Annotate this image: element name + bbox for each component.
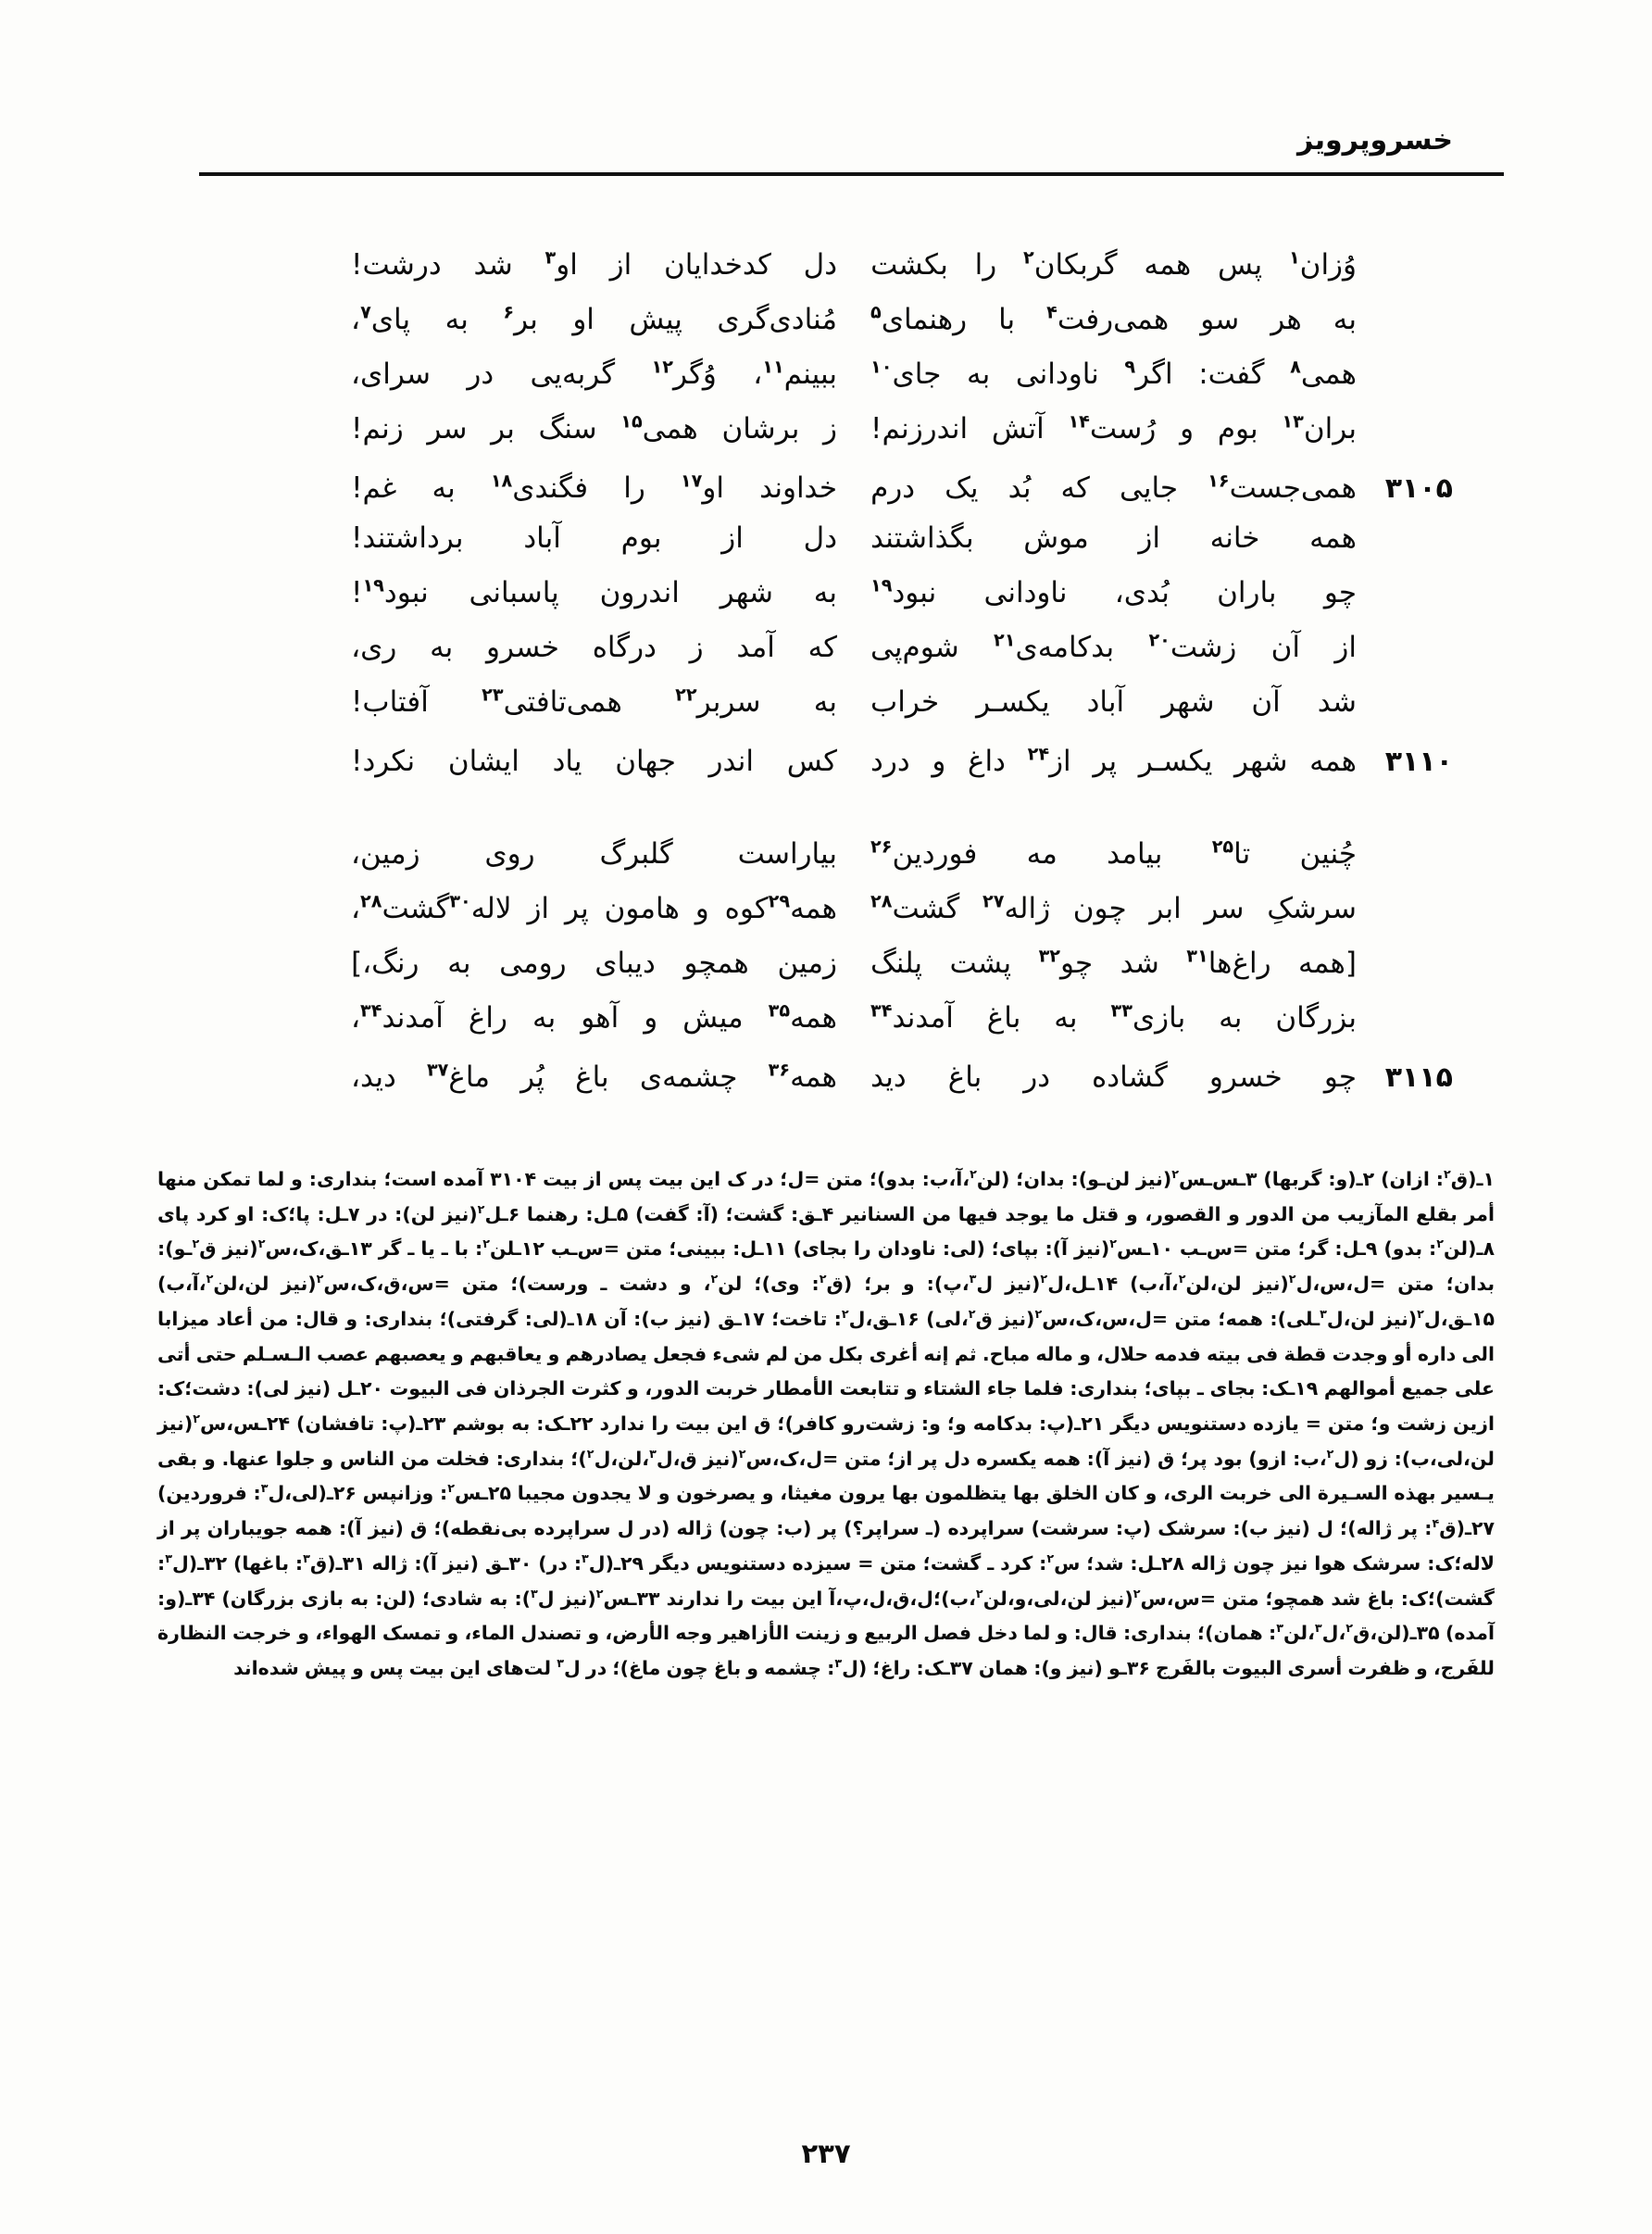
verse-number: ۳۱۰۵ [1384,472,1453,505]
hemistich-second: بیاراست گلبرگ روی زمین، [351,837,837,871]
hemistich-second: خداوند او$^{۱۷}$ را فگندی$^{۱۸}$ به غم! [351,470,837,505]
page-number: ۲۳۷ [801,2138,851,2169]
verse-line [199,523,1453,578]
verse-number [1357,544,1453,547]
verse-number [1357,270,1453,274]
hemistich-second: دل کدخدایان از او$^۳$ شد درشت! [351,246,837,282]
hemistich-first: همی‌جست$^{۱۶}$ جایی که بُد یک درم [870,470,1357,505]
hemistich-second: زمین همچو دیبای رومی به رنگ،] [351,947,837,980]
hemistich-first: بزرگان به بازی$^{۳۳}$ به باغ آمدند$^{۳۴}$ [870,999,1357,1035]
verse-line [199,742,1453,797]
verse-number [1357,598,1453,602]
verse-line [199,301,1453,359]
stanza-1 [199,246,1453,797]
verse-line [199,835,1453,894]
verse-number [1357,434,1453,438]
verse-line [199,1058,1453,1112]
verse-number [1357,708,1453,711]
verse-line [199,469,1453,523]
verse-number [1357,653,1453,657]
verse-line [199,684,1453,742]
hemistich-second: کس اندر جهان یاد ایشان نکرد! [351,745,837,778]
verse-line [199,890,1453,948]
running-head-rule [199,172,1504,176]
hemistich-second: دل از بوم آباد برداشتند! [351,521,837,555]
hemistich-first: چُنین تا$^{۲۵}$ بیامد مه فوردین$^{۲۶}$ [870,835,1357,871]
verse-line [199,246,1453,305]
hemistich-first: وُزان$^۱$ پس همه گربکان$^۲$ را بکشت [870,246,1357,282]
verse-block [199,246,1453,1155]
verse-number [1357,914,1453,918]
hemistich-first: سرشکِ سر ابر چون ژاله$^{۲۷}$ گشت$^{۲۸}$ [870,890,1357,925]
hemistich-first: از آن زشت$^{۲۰}$ بدکامه‌ی$^{۲۱}$ شوم‌پی [870,629,1357,664]
verse-number [1357,1023,1453,1027]
hemistich-first: [همه راغ‌ها$^{۳۱}$ شد چو$^{۳۲}$ پشت پلنگ [870,945,1357,980]
hemistich-second: ز برشان همی$^{۱۵}$ سنگ بر سر زنم! [351,410,837,446]
verse-line [199,945,1453,1003]
hemistich-first: چو خسرو گشاده در باغ دید [870,1061,1357,1094]
hemistich-first: بران$^{۱۳}$ بوم و رُست$^{۱۴}$ آتش اندرزنم! [870,410,1357,446]
stanza-2 [199,835,1453,1112]
hemistich-first: همی$^۸$ گفت: اگر$^۹$ ناودانی به جای$^{۱۰}$ [870,356,1357,391]
verse-number [1357,325,1453,329]
critical-apparatus [157,1162,1495,1687]
hemistich-first: به هر سو همی‌رفت$^۴$ با رهنمای$^۵$ [870,301,1357,336]
hemistich-second: همه$^{۲۹}$کوه و هامون پر از لاله$^{۳۰}$گشت$^{۲۸}$، [351,890,837,925]
verse-line [199,999,1453,1058]
verse-number [1357,969,1453,973]
verse-number: ۳۱۱۰ [1384,746,1453,778]
hemistich-second: همه$^{۳۵}$ میش و آهو به راغ آمدند$^{۳۴}$، [351,999,837,1035]
verse-line [199,629,1453,687]
verse-line [199,410,1453,469]
running-head-title: خسروپرویز [1297,124,1453,157]
hemistich-second: به شهر اندرون پاسبانی نبود$^{۱۹}$! [351,574,837,609]
verse-line [199,574,1453,633]
hemistich-first: شد آن شهر آباد یکسـر خراب [870,685,1357,719]
hemistich-second: که آمد ز درگاه خسرو به ری، [351,631,837,664]
verse-number [1357,380,1453,383]
verse-number [1357,860,1453,863]
hemistich-second: همه$^{۳۶}$ چشمه‌ی باغ پُر ماغ$^{۳۷}$ دید، [351,1059,837,1094]
hemistich-second: به سربر$^{۲۲}$ همی‌تافتی$^{۲۳}$ آفتاب! [351,684,837,719]
hemistich-first: چو باران بُدی، ناودانی نبود$^{۱۹}$ [870,574,1357,609]
hemistich-first: همه خانه از موش بگذاشتند [870,521,1357,555]
hemistich-second: مُنادی‌گری پیش او بر$^۶$ به پای$^۷$، [351,301,837,336]
hemistich-first: همه شهر یکسـر پر از$^{۲۴}$ داغ و درد [870,743,1357,778]
verse-number: ۳۱۱۵ [1384,1061,1453,1094]
hemistich-second: ببینم$^{۱۱}$، وُگر$^{۱۲}$ گربه‌یی در سرای، [351,356,837,391]
verse-line [199,356,1453,414]
apparatus-paragraph: ۱ـ(ق$^۲$: ازان) ۲ـ(و: گربها) ۳ـس‌ـس$^۲$(نیز لن‌ـو): بدان؛ (لن$^۲$،آ،ب: بدو)؛ متن =ل؛ در ک این بیت پس از بیت ۳۱۰۴ آمده است؛ بنداری: و لما تمکن منها أمر بقلع المآزیب من الدور و القصور، و قتل ما یوجد فیها من السنانیر ۴ـق: گشت؛ (آ: گفت) ۵ـل: رهنما ۶ـل$^۲$(نیز لن): در ۷ـل: پا؛ک: او کرد پای ۸ـ(لن$^۲$: بدو) ۹ـل: گر؛ متن =س‌ـب ۱۰ـس$^۲$(نیز آ): بپای؛ (لی: ناودان را بجای) ۱۱ـل: ببینی؛ متن =س‌ـب ۱۲ـلن$^۲$: با ـ یا ـ گر ۱۳ـق،ک،س$^۲$(نیز ق$^۲$ـو): بدان؛ متن =ل،س،ل$^۲$(نیز لن،لن$^۲$،آ،ب) ۱۴ـل،ل$^۲$(نیز ل$^۳$،پ): و بر؛ (ق$^۲$: وی)؛ لن$^۲$، و دشت ـ ورست)؛ متن =س،ق،ک،س$^۲$(نیز لن،لن$^۲$،آ،ب) ۱۵ـق،ل$^۲$(نیز لن،ل$^۳$ـلی): همه؛ متن =ل،س،ک،س$^۲$(نیز ق$^۲$،لی) ۱۶ـق،ل$^۲$: تاخت؛ ۱۷ـق (نیز ب): آن ۱۸ـ(لی: گرفتی)؛ بنداری: و قال: من أعاد میزابا الی داره أو وجدت قطة فی بیته فدمه حلال، و ماله مباح. ثم إنه أغری بکل من لم شیء فجعل یصادرهم و یعاقبهم و یعصبهم عصب الـسـلم حتی أتی علی جمیع أموالهم ۱۹ـک: بجای ـ بپای؛ بنداری: فلما جاء الشتاء و تتابعت الأمطار خربت الدور، و کثرت الجرذان فی البیوت ۲۰ـل (نیز لی): دشت؛ک: ازین زشت و؛ متن = یازده دستنویس دیگر ۲۱ـ(پ: بدکامه و؛ و: زشت‌رو کافر)؛ ق این بیت را ندارد ۲۲ـک: به بوشم ۲۳ـ(پ: تافشان) ۲۴ـس،س$^۲$(نیز لن،لی،ب): زو (ل$^۲$،ب: ازو) بود پر؛ ق (نیز آ): همه یکسره دل پر از؛ متن =ل،ک،س$^۲$(نیز ق،ل$^۳$،لن،ل$^۲$)؛ بنداری: فخلت من الناس و جلوا عنها. و بقی یـسیر بهذه السـیرة الی خربت الری، و کان الخلق بها یتظلمون بها یرون مغیثا، و یصرخون و لا یجدون مجیبا ۲۵ـس$^۲$: وزانپس ۲۶ـ(لی،ل$^۳$: فروردین) ۲۷ـ(ق$^۴$: پر ژاله)؛ ل (نیز ب): سرشک (پ: سرشت) سراپرده (ـ سراپر؟) پر (ب: چون) ژاله (در ل سراپرده بی‌نقطه)؛ ق (نیز آ): همه جویباران پر از لاله؛ک: سرشک هوا نیز چون ژاله ۲۸ـل: شد؛ س$^۲$: کرد ـ گشت؛ متن = سیزده دستنویس دیگر ۲۹ـ(ل$^۳$: در) ۳۰ـق (نیز آ): ژاله ۳۱ـ(ق$^۳$: باغها) ۳۲ـ(ل$^۳$: گشت)؛ک: باغ شد همچو؛ متن =س،س$^۲$(نیز لن،لی،و،لن$^۲$،ب)؛ل،ق،ل،پ،آ این بیت را ندارند ۳۳ـس$^۲$(نیز ل$^۳$): به شادی؛ (لن: به بازی بزرگان) ۳۴ـ(و: آمده) ۳۵ـ(لن،ق$^۲$،ل$^۳$،لن$^۳$: همان)؛ بنداری: قال: و لما دخل فصل الربیع و زینت الأزاهیر وجه الأرض، و تصندل الماء، و تمسک الهواء، و خرجت النظارة للفَرج، و ظفرت أسری البیوت بالفَرج ۳۶ـو (نیز و): همان ۳۷ـک: راغ؛ (ل$^۳$: چشمه و باغ چون ماغ)؛ در ل$^۳$ لت‌های این بیت پس و پیش شده‌اند [157,1167,1496,1680]
